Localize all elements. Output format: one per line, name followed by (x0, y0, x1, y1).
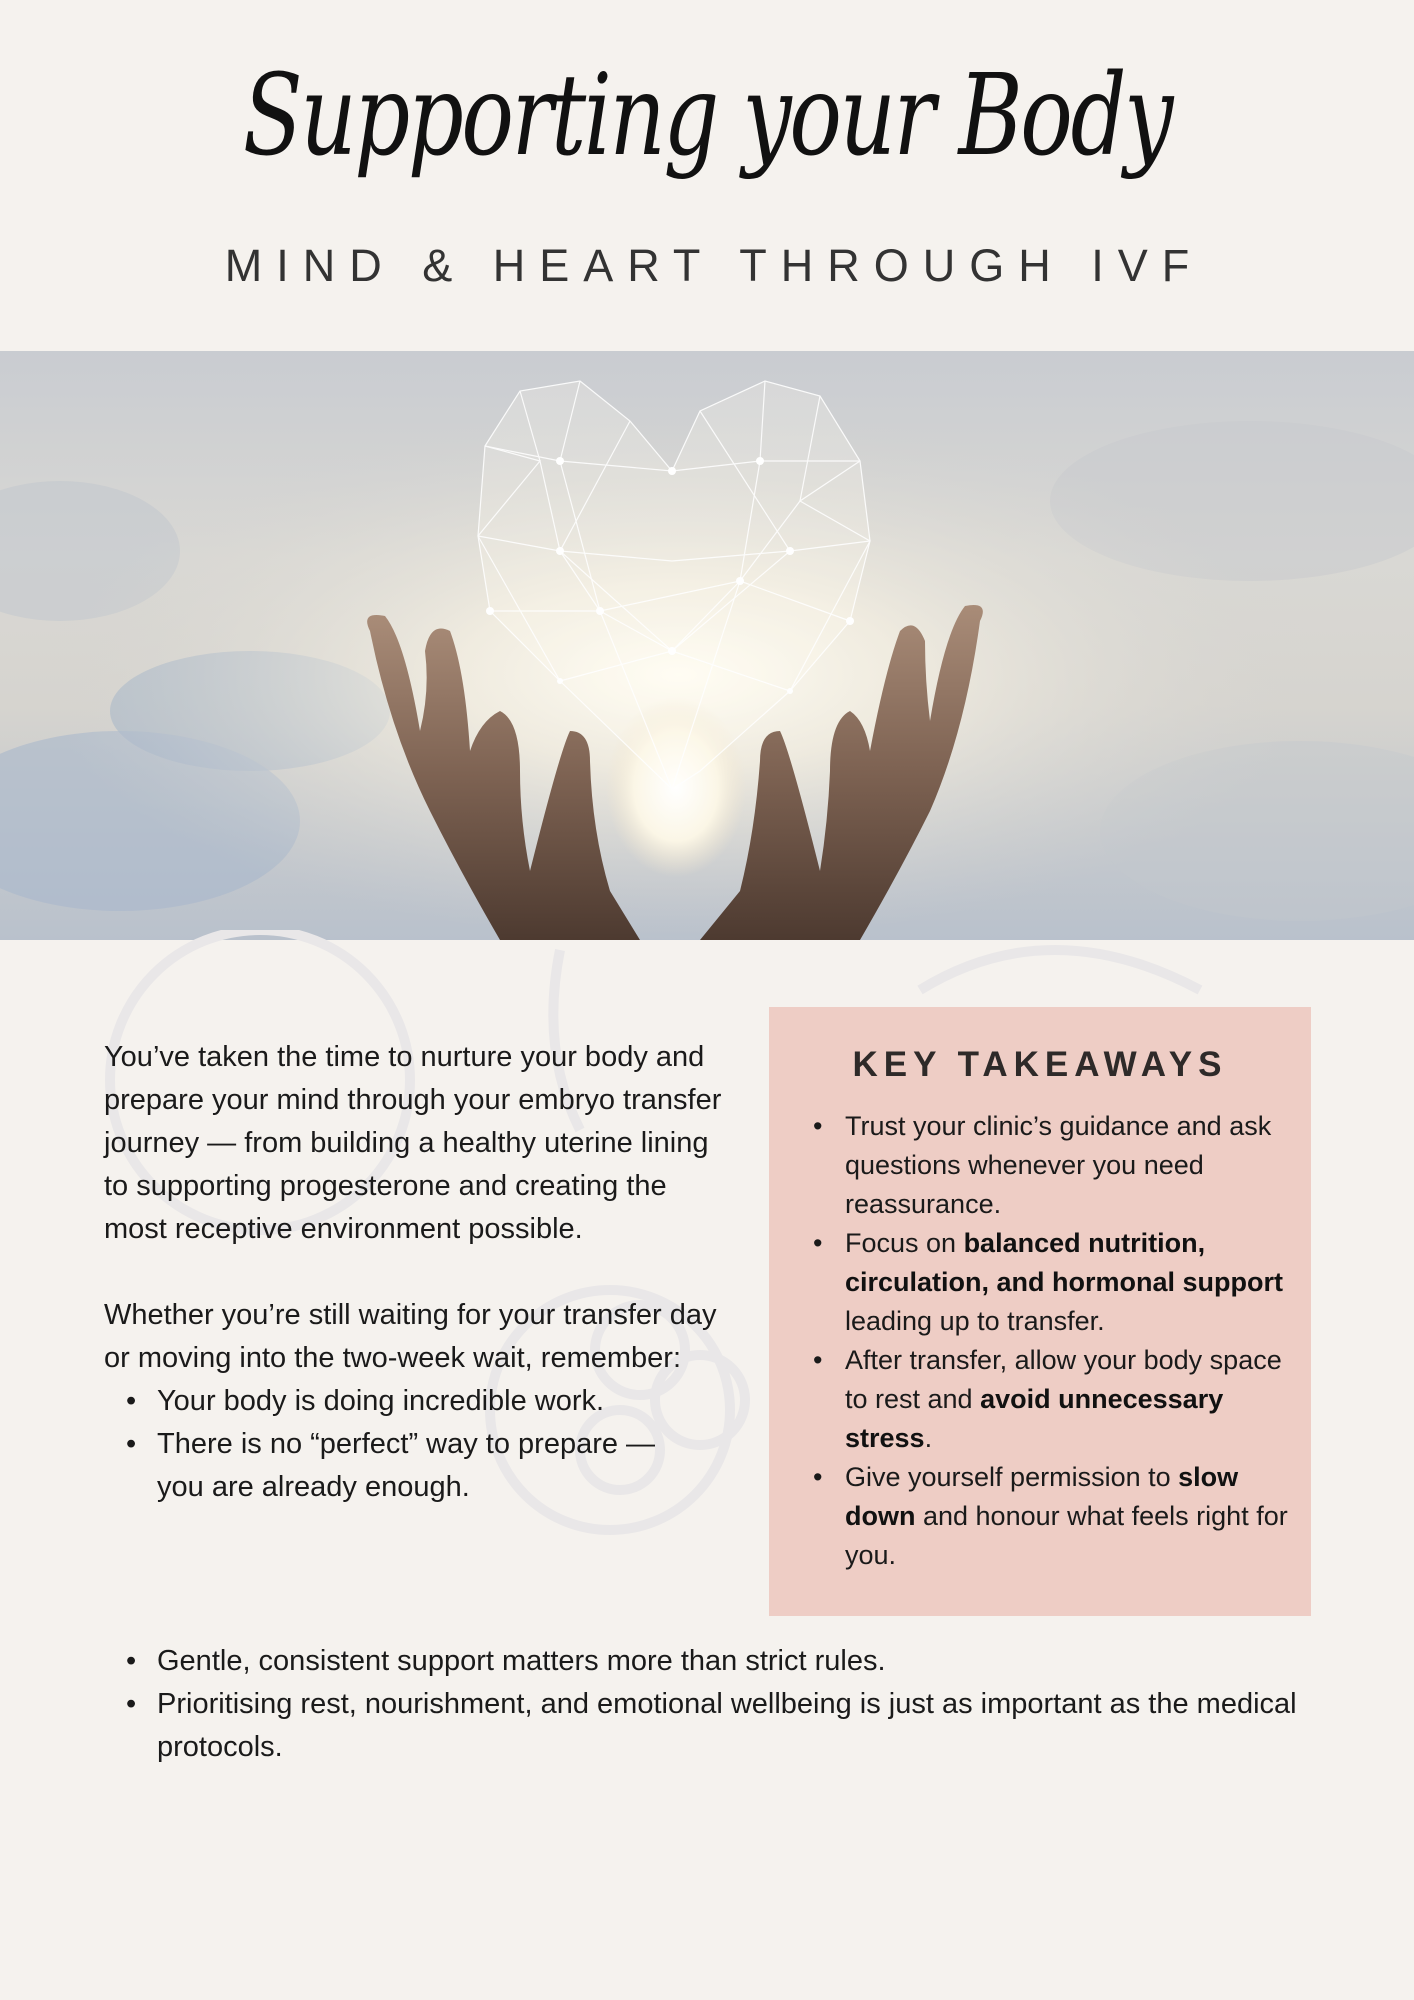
reminders-list-continued (104, 1640, 1344, 1769)
intro-section (104, 1036, 724, 1509)
intro-paragraph-2: Whether you’re still waiting for your transfer day or moving into the two-week wait, remember: (104, 1299, 717, 1374)
takeaway-item: • After transfer, allow your body space to rest and avoid unnecessary stress. (769, 1341, 1311, 1458)
key-takeaways-box (769, 1007, 1311, 1616)
intro-paragraph-1: You’ve taken the time to nurture your body and prepare your mind through your embryo transfer journey — from building a healthy uterine lining to supporting progesterone and creating the most receptive environment possible. (104, 1041, 722, 1245)
reminder-item: • Prioritising rest, nourishment, and emotional wellbeing is just as important as the medical protocols. (104, 1683, 1344, 1769)
key-takeaways-heading: KEY TAKEAWAYS (852, 1045, 1228, 1084)
reminder-item: • Gentle, consistent support matters more than strict rules. (104, 1640, 1344, 1683)
hero-image (0, 351, 1414, 940)
takeaway-item: • Give yourself permission to slow down and honour what feels right for you. (769, 1458, 1311, 1575)
takeaway-item: • Focus on balanced nutrition, circulation, and hormonal support leading up to transfer. (769, 1224, 1311, 1341)
key-takeaways-list (769, 1107, 1311, 1575)
page-title: Supporting your Body (242, 51, 1172, 181)
reminder-item: • There is no “perfect” way to prepare — you are already enough. (104, 1423, 704, 1509)
reminders-list (104, 1380, 724, 1509)
page-subtitle: MIND & HEART THROUGH IVF (224, 240, 1204, 291)
reminder-item: • Your body is doing incredible work. (104, 1380, 724, 1423)
takeaway-item: • Trust your clinic’s guidance and ask questions whenever you need reassurance. (769, 1107, 1311, 1224)
hands-heart-illustration (0, 351, 1414, 940)
